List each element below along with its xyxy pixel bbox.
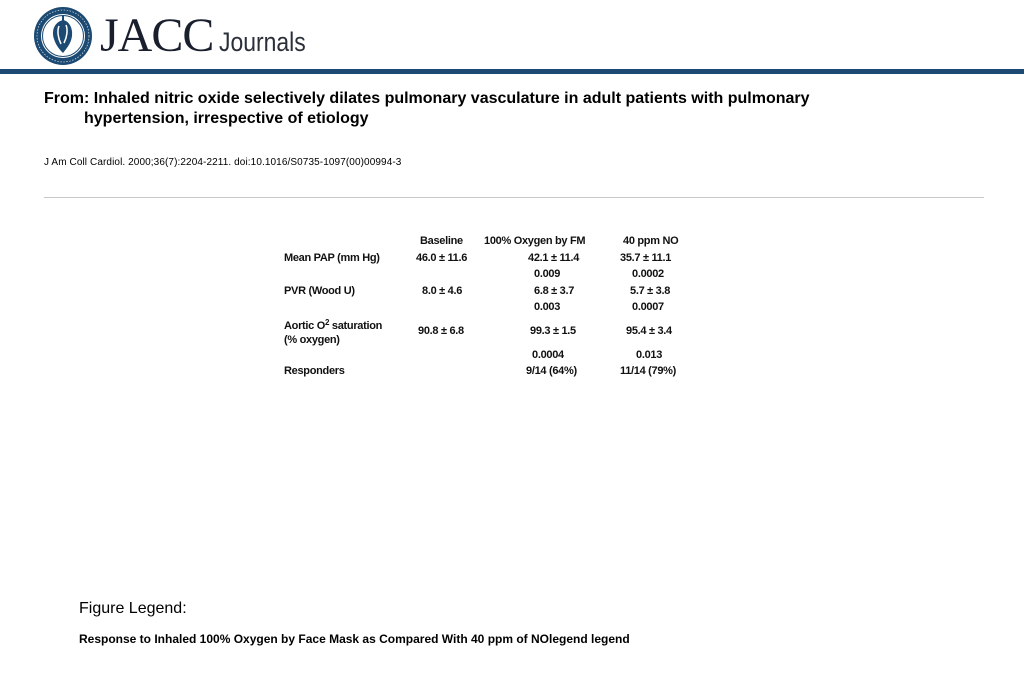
cell-baseline: 90.8 ± 6.8	[418, 325, 464, 337]
cell-no: 11/14 (79%)	[620, 365, 677, 377]
title-text-1: Inhaled nitric oxide selectively dilates pulmonary vasculature in adult patients with pulmonary	[93, 90, 810, 107]
row-label-aortic-o2	[284, 318, 382, 332]
brand-main-text: JACC	[100, 9, 214, 62]
journal-header	[0, 0, 1024, 70]
cell-no: 95.4 ± 3.4	[626, 325, 672, 337]
title-line-2: hypertension, irrespective of etiology	[84, 110, 369, 127]
aortic-label-sup: 2	[325, 318, 330, 327]
row-label-responders: Responders	[284, 365, 345, 377]
cell-baseline: 46.0 ± 11.6	[416, 252, 468, 264]
brand-wordmark	[100, 6, 321, 66]
header-no: 40 ppm NO	[623, 235, 679, 247]
aortic-label-tail: saturation	[329, 320, 383, 332]
legend-heading: Figure Legend:	[79, 600, 187, 617]
cell-oxygen: 99.3 ± 1.5	[530, 325, 576, 337]
header-baseline: Baseline	[420, 235, 463, 247]
cell-oxygen: 42.1 ± 11.4	[528, 252, 580, 264]
title-line-1	[44, 89, 944, 109]
brand-sub-text: Journals	[219, 27, 307, 57]
from-label: From:	[44, 90, 90, 107]
header-rule	[0, 69, 1024, 74]
header-oxygen: 100% Oxygen by FM	[484, 235, 586, 247]
cell-oxygen-p: 0.009	[534, 268, 561, 280]
cell-oxygen-p: 0.0004	[532, 349, 564, 361]
cell-oxygen: 9/14 (64%)	[526, 365, 577, 377]
citation: J Am Coll Cardiol. 2000;36(7):2204-2211. doi:10.1016/S0735-1097(00)00994-3	[44, 157, 402, 168]
article-title	[44, 89, 944, 129]
cell-baseline: 8.0 ± 4.6	[422, 285, 463, 297]
row-label-mean-pap: Mean PAP (mm Hg)	[284, 252, 380, 264]
divider	[44, 197, 984, 198]
cell-oxygen-p: 0.003	[534, 301, 561, 313]
cell-no: 35.7 ± 11.1	[620, 252, 672, 264]
acc-seal-logo	[33, 6, 93, 66]
legend-text: Response to Inhaled 100% Oxygen by Face Mask as Compared With 40 ppm of NOlegend legend	[79, 632, 630, 646]
cell-no: 5.7 ± 3.8	[630, 285, 671, 297]
cell-no-p: 0.0007	[632, 301, 664, 313]
cell-oxygen: 6.8 ± 3.7	[534, 285, 575, 297]
cell-no-p: 0.0002	[632, 268, 664, 280]
row-label-aortic-o2-unit: (% oxygen)	[284, 334, 340, 346]
cell-no-p: 0.013	[636, 349, 663, 361]
aortic-label-part: Aortic O	[284, 320, 325, 332]
row-label-pvr: PVR (Wood U)	[284, 285, 355, 297]
